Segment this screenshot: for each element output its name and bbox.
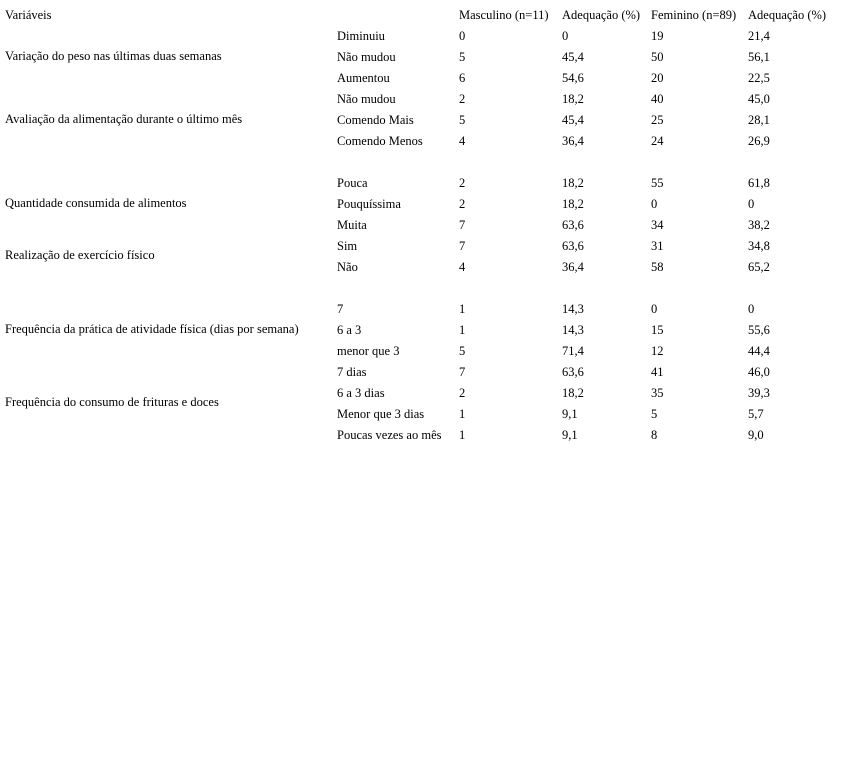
row-feminino: 24 — [651, 134, 664, 148]
row-category: menor que 3 — [337, 344, 400, 358]
row-adequacao-masculino: 18,2 — [562, 176, 584, 190]
header-masculino: Masculino (n=11) — [459, 8, 549, 22]
row-adequacao-masculino: 9,1 — [562, 428, 578, 442]
row-feminino: 34 — [651, 218, 664, 232]
row-masculino: 7 — [459, 239, 466, 253]
row-adequacao-feminino: 28,1 — [748, 113, 770, 127]
row-category: Comendo Menos — [337, 134, 423, 148]
row-masculino: 5 — [459, 50, 466, 64]
row-category: 6 a 3 — [337, 323, 362, 337]
row-masculino: 5 — [459, 113, 466, 127]
row-adequacao-masculino: 36,4 — [562, 134, 584, 148]
row-category: Poucas vezes ao mês — [337, 428, 442, 442]
row-adequacao-masculino: 0 — [562, 29, 569, 43]
row-adequacao-feminino: 45,0 — [748, 92, 770, 106]
row-feminino: 19 — [651, 29, 664, 43]
row-category: 6 a 3 dias — [337, 386, 385, 400]
row-adequacao-masculino: 14,3 — [562, 302, 584, 316]
row-masculino: 0 — [459, 29, 466, 43]
row-masculino: 4 — [459, 260, 466, 274]
row-feminino: 0 — [651, 302, 658, 316]
row-adequacao-masculino: 71,4 — [562, 344, 584, 358]
row-masculino: 2 — [459, 197, 466, 211]
row-category: Diminuiu — [337, 29, 385, 43]
row-adequacao-feminino: 9,0 — [748, 428, 764, 442]
row-category: Comendo Mais — [337, 113, 414, 127]
row-category: Pouca — [337, 176, 368, 190]
row-category: Menor que 3 dias — [337, 407, 425, 421]
row-adequacao-masculino: 36,4 — [562, 260, 584, 274]
header-adequacao-masculino: Adequação (%) — [562, 8, 641, 22]
row-adequacao-feminino: 21,4 — [748, 29, 770, 43]
row-category: 7 dias — [337, 365, 367, 379]
row-feminino: 25 — [651, 113, 664, 127]
row-category: Não mudou — [337, 92, 396, 106]
row-feminino: 0 — [651, 197, 658, 211]
row-adequacao-masculino: 63,6 — [562, 239, 584, 253]
row-feminino: 15 — [651, 323, 664, 337]
row-adequacao-feminino: 34,8 — [748, 239, 770, 253]
row-category: Sim — [337, 239, 358, 253]
row-masculino: 1 — [459, 302, 466, 316]
row-feminino: 20 — [651, 71, 664, 85]
row-feminino: 12 — [651, 344, 664, 358]
row-adequacao-masculino: 18,2 — [562, 197, 584, 211]
row-masculino: 2 — [459, 176, 466, 190]
row-adequacao-masculino: 45,4 — [562, 113, 584, 127]
row-adequacao-feminino: 55,6 — [748, 323, 770, 337]
group-label-quantidade-alimentos: Quantidade consumida de alimentos — [5, 196, 187, 210]
row-adequacao-masculino: 45,4 — [562, 50, 584, 64]
group-label-frequencia-frituras: Frequência do consumo de frituras e doces — [5, 395, 219, 409]
row-masculino: 4 — [459, 134, 466, 148]
row-feminino: 50 — [651, 50, 664, 64]
row-masculino: 1 — [459, 323, 466, 337]
row-feminino: 5 — [651, 407, 658, 421]
row-masculino: 2 — [459, 92, 466, 106]
row-feminino: 58 — [651, 260, 664, 274]
row-category: Não mudou — [337, 50, 396, 64]
row-feminino: 41 — [651, 365, 664, 379]
row-feminino: 40 — [651, 92, 664, 106]
row-adequacao-masculino: 9,1 — [562, 407, 578, 421]
row-masculino: 7 — [459, 218, 466, 232]
row-feminino: 55 — [651, 176, 664, 190]
row-masculino: 1 — [459, 407, 466, 421]
row-category: Muita — [337, 218, 367, 232]
row-masculino: 7 — [459, 365, 466, 379]
row-adequacao-feminino: 0 — [748, 197, 755, 211]
row-category: Pouquíssima — [337, 197, 401, 211]
header-adequacao-feminino: Adequação (%) — [748, 8, 827, 22]
row-adequacao-feminino: 22,5 — [748, 71, 770, 85]
row-masculino: 1 — [459, 428, 466, 442]
header-variaveis: Variáveis — [5, 8, 52, 22]
header-feminino: Feminino (n=89) — [651, 8, 737, 22]
row-masculino: 5 — [459, 344, 466, 358]
row-adequacao-feminino: 26,9 — [748, 134, 770, 148]
row-category: Aumentou — [337, 71, 390, 85]
row-adequacao-masculino: 18,2 — [562, 92, 584, 106]
row-feminino: 35 — [651, 386, 664, 400]
row-masculino: 2 — [459, 386, 466, 400]
row-adequacao-feminino: 46,0 — [748, 365, 770, 379]
group-label-avaliacao-alimentacao: Avaliação da alimentação durante o último mês — [5, 112, 243, 126]
row-adequacao-feminino: 65,2 — [748, 260, 770, 274]
row-adequacao-feminino: 38,2 — [748, 218, 770, 232]
row-adequacao-masculino: 54,6 — [562, 71, 584, 85]
row-adequacao-feminino: 44,4 — [748, 344, 770, 358]
group-label-variacao-peso: Variação do peso nas últimas duas semanas — [5, 49, 222, 63]
row-category: Não — [337, 260, 358, 274]
row-feminino: 8 — [651, 428, 658, 442]
row-category: 7 — [337, 302, 344, 316]
row-masculino: 6 — [459, 71, 466, 85]
row-adequacao-masculino: 63,6 — [562, 218, 584, 232]
row-adequacao-feminino: 5,7 — [748, 407, 764, 421]
row-adequacao-masculino: 14,3 — [562, 323, 584, 337]
row-adequacao-masculino: 18,2 — [562, 386, 584, 400]
row-feminino: 31 — [651, 239, 664, 253]
row-adequacao-feminino: 39,3 — [748, 386, 770, 400]
row-adequacao-feminino: 61,8 — [748, 176, 770, 190]
group-label-frequencia-atividade: Frequência da prática de atividade física (dias por semana) — [5, 322, 299, 336]
row-adequacao-masculino: 63,6 — [562, 365, 584, 379]
row-adequacao-feminino: 56,1 — [748, 50, 770, 64]
group-label-exercicio-fisico: Realização de exercício físico — [5, 248, 155, 262]
row-adequacao-feminino: 0 — [748, 302, 755, 316]
